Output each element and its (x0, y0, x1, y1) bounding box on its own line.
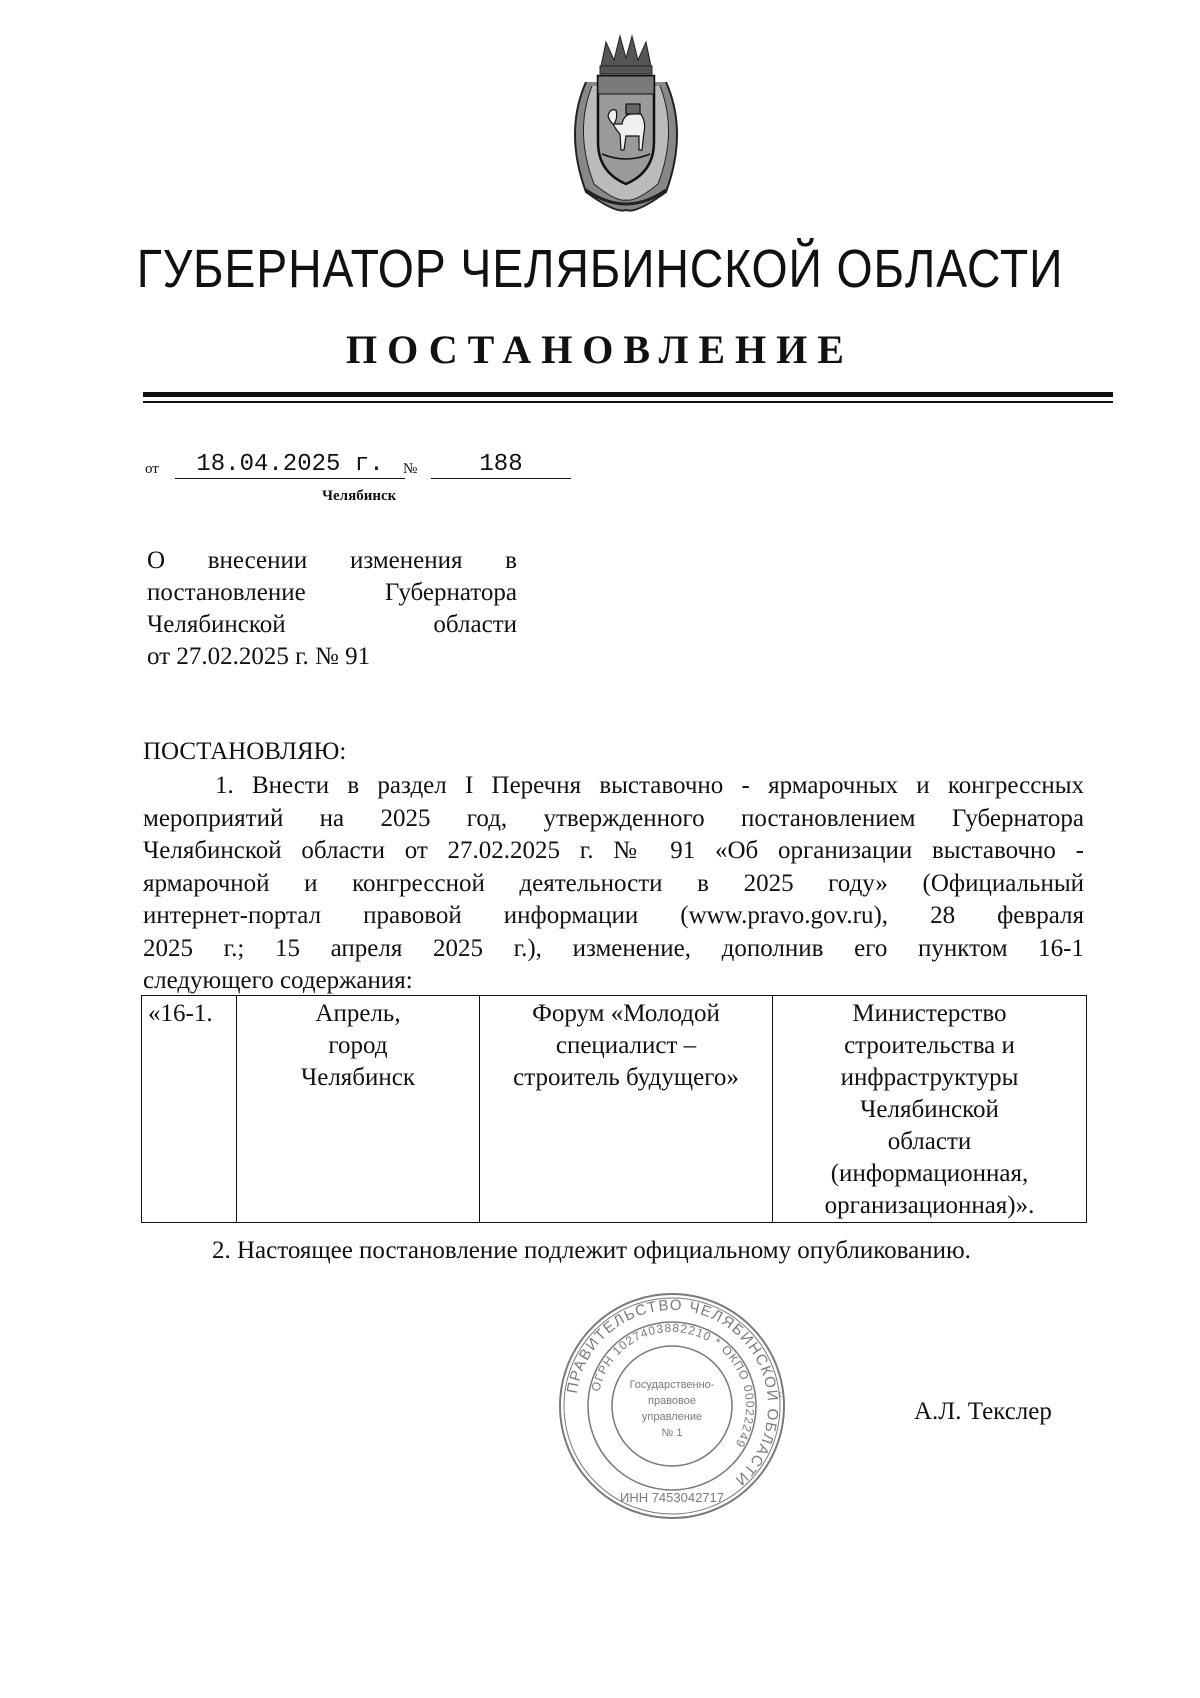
resolve-heading: ПОСТАНОВЛЯЮ: (143, 738, 347, 765)
date-prefix: от (145, 461, 159, 477)
paragraph-line: мероприятий на 2025 год, утвержденного постановлением Губернатора (143, 804, 1084, 832)
header-divider-thick (143, 392, 1113, 397)
document-date: 18.04.2025 г. (175, 451, 405, 479)
subject-line: постановление Губернатора (147, 579, 517, 606)
subject-line: Челябинской области (147, 611, 517, 638)
table-cell-item-number (142, 996, 237, 1223)
subject-line: О внесении изменения в (147, 547, 517, 574)
seal-center-line: № 1 (661, 1427, 683, 1439)
paragraph-line: 1. Внести в раздел I Перечня выставочно - ярмарочных и конгрессных (215, 772, 1084, 799)
cell-line: строительства и (844, 1032, 1015, 1059)
seal-bottom-text: ИНН 7453042717 (619, 1490, 725, 1505)
amendment-table (141, 995, 1087, 1223)
paragraph-line: ярмарочной и конгрессной деятельности в 2025 году» (Официальный (143, 869, 1084, 897)
coat-of-arms-emblem (556, 32, 696, 212)
paragraph-line: Челябинской области от 27.02.2025 г. № 91 «Об организации выставочно - (143, 837, 1084, 864)
cell-line: области (887, 1128, 972, 1155)
table-cell-event-name (480, 996, 773, 1223)
paragraph-2: 2. Настоящее постановление подлежит официальному опубликованию. (212, 1237, 971, 1264)
cell-line: Форум «Молодой (532, 1000, 720, 1027)
cell-line: город (328, 1032, 388, 1059)
header-divider-thin (143, 401, 1113, 403)
paragraph-line: интернет-портал правовой информации (www.pravo.gov.ru), 28 февраля (143, 902, 1084, 929)
paragraph-line: следующего содержания: (143, 967, 413, 994)
registration-line (145, 451, 645, 487)
seal-center-line: управление (641, 1411, 703, 1423)
signatory-name: А.Л. Текслер (914, 1398, 1052, 1425)
cell-line: Апрель, (315, 1000, 401, 1027)
issuing-authority-title: ГУБЕРНАТОР ЧЕЛЯБИНСКОЙ ОБЛАСТИ (136, 239, 1064, 299)
cell-line: специалист – (555, 1032, 697, 1059)
cell-line: Министерство (852, 1000, 1007, 1027)
cell-line: «16-1. (148, 1000, 213, 1027)
cell-line: строитель будущего» (513, 1064, 739, 1091)
seal-center-line: Государственно- (629, 1379, 715, 1391)
cell-line: Челябинской (860, 1096, 999, 1123)
cell-line: (информационная, (830, 1160, 1029, 1187)
seal-ring-text: ОГРН 1027403882210 * ОКПО 00022249 (588, 1320, 758, 1451)
number-prefix: № (403, 461, 418, 477)
document-subject (147, 545, 517, 673)
subject-line: от 27.02.2025 г. № 91 (147, 643, 371, 670)
seal-outer-text: ПРАВИТЕЛЬСТВО ЧЕЛЯБИНСКОЙ ОБЛАСТИ (563, 1296, 782, 1490)
issuing-city: Челябинск (322, 488, 397, 504)
paragraph-line: 2025 г.; 15 апреля 2025 г.), изменение, дополнив его пунктом 16-1 (143, 934, 1084, 962)
cell-line: организационная)». (824, 1192, 1035, 1219)
document-type-heading: ПОСТАНОВЛЕНИЕ (346, 327, 854, 372)
table-cell-date-place (237, 996, 480, 1223)
table-row (142, 996, 1087, 1223)
table-cell-organizer (773, 996, 1087, 1223)
seal-center-line: правовое (648, 1395, 696, 1407)
cell-line: Челябинск (300, 1064, 416, 1091)
official-seal (556, 1290, 788, 1522)
document-number: 188 (431, 451, 571, 479)
paragraph-1 (143, 770, 1084, 998)
cell-line: инфраструктуры (840, 1064, 1019, 1091)
